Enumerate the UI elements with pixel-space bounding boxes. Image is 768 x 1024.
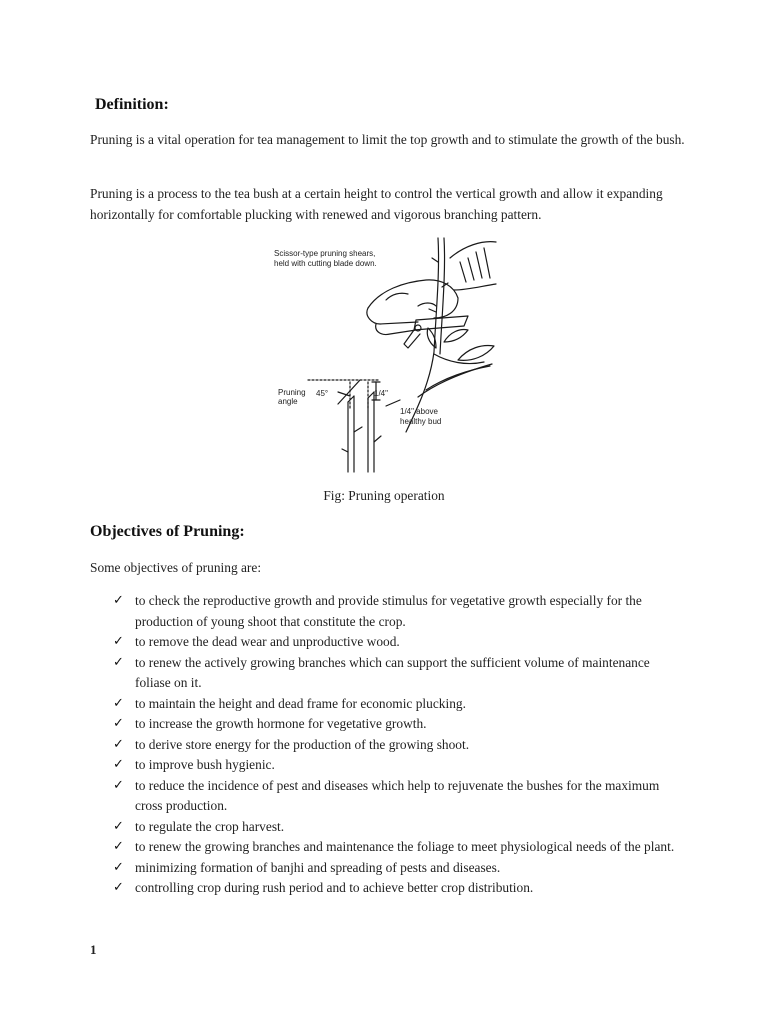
page-number: 1: [90, 942, 97, 957]
objective-text: controlling crop during rush period and to achieve better crop distribution.: [135, 880, 534, 895]
figure-caption: Fig: Pruning operation: [323, 488, 445, 503]
objectives-list: [113, 591, 683, 899]
objective-item: [113, 837, 683, 858]
objectives-heading: Objectives of Pruning:: [90, 523, 245, 540]
checkmark-icon: ✓: [113, 818, 124, 834]
figure-label-angle-1: Pruning: [278, 388, 306, 397]
figure-label-shears-1: Scissor-type pruning shears,: [274, 249, 376, 258]
objective-text: to remove the dead wear and unproductive wood.: [135, 634, 400, 649]
pruning-drawing: [268, 232, 500, 476]
figure-label-45: 45°: [316, 389, 329, 398]
checkmark-icon: ✓: [113, 736, 124, 752]
checkmark-icon: ✓: [113, 859, 124, 875]
checkmark-icon: ✓: [113, 880, 124, 895]
objective-item: [113, 694, 683, 715]
objective-text: to reduce the incidence of pest and diseases which help to rejuvenate the bushes for the maximum cross production.: [135, 777, 660, 813]
definition-paragraph-2: Pruning is a process to the tea bush at a certain height to control the vertical growth and allow it expanding horizontally for comfortable plucking with renewed and vigorous branching pattern.: [90, 186, 663, 222]
objective-text: minimizing formation of banjhi and spreading of pests and diseases.: [135, 859, 501, 875]
objective-item: [113, 632, 683, 653]
objective-item: [113, 817, 683, 838]
objective-text: to improve bush hygienic.: [135, 757, 275, 772]
objective-item: [113, 776, 683, 817]
checkmark-icon: ✓: [113, 716, 124, 731]
checkmark-icon: ✓: [113, 777, 124, 793]
figure-label-angle-2: angle: [278, 397, 298, 406]
figure-label-bud-1: 1/4" above: [400, 407, 438, 416]
objective-item: [113, 591, 683, 632]
figure-label-shears-2: held with cutting blade down.: [274, 259, 377, 268]
checkmark-icon: ✓: [113, 839, 124, 854]
objective-text: to regulate the crop harvest.: [135, 818, 285, 834]
objective-item: [113, 878, 683, 899]
checkmark-icon: ✓: [113, 634, 124, 649]
objective-item: [113, 735, 683, 756]
objective-item: [113, 755, 683, 776]
definition-paragraph-1: Pruning is a vital operation for tea management to limit the top growth and to stimulate the growth of the bush.: [90, 132, 685, 147]
figure-label-bud-2: healthy bud: [400, 417, 442, 426]
objective-text: to increase the growth hormone for vegetative growth.: [135, 716, 427, 731]
objective-text: to maintain the height and dead frame for economic plucking.: [135, 695, 466, 711]
objective-item: [113, 714, 683, 735]
checkmark-icon: ✓: [113, 654, 124, 670]
figure-label-quarter: 1/4": [374, 389, 388, 398]
objective-text: to check the reproductive growth and provide stimulus for vegetative growth especially for the production of young shoot that constitute the crop.: [135, 593, 642, 629]
objective-text: to derive store energy for the production of the growing shoot.: [135, 736, 470, 752]
objectives-intro: Some objectives of pruning are:: [90, 560, 262, 575]
pruning-illustration: [268, 232, 500, 476]
objective-item: [113, 858, 683, 879]
objective-text: to renew the growing branches and maintenance the foliage to meet physiological needs of the plant.: [135, 839, 675, 854]
checkmark-icon: ✓: [113, 757, 124, 772]
objective-text: to renew the actively growing branches which can support the sufficient volume of maintenance foliase on it.: [135, 654, 650, 690]
checkmark-icon: ✓: [113, 593, 124, 608]
definition-heading: Definition:: [95, 96, 169, 113]
checkmark-icon: ✓: [113, 695, 124, 711]
objective-item: [113, 653, 683, 694]
